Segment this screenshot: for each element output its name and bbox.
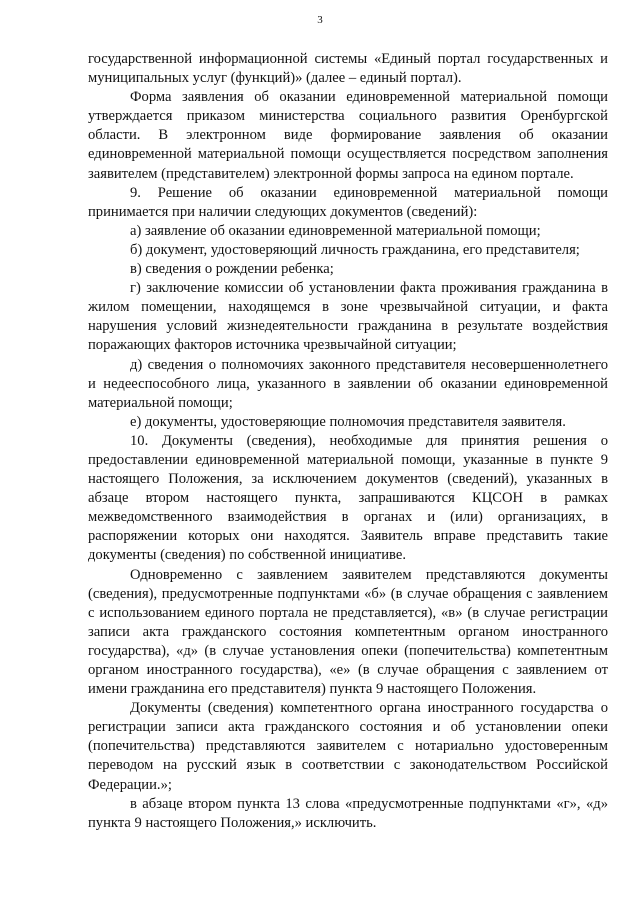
paragraph-1: государственной информационной системы «Единый портал государственных и муниципальных услуг (функций)» (далее – единый портал).	[88, 51, 608, 87]
paragraph-10: 10. Документы (сведения), необходимые для принятия решения о предоставлении единовременной материальной помощи, указанные в пункте 9 настоящего Положения, за исключением документов (сведений), указанных в абзаце втором настоящего пункта, запрашиваются КЦСОН в рамках межведомственного взаимодействия в органах и (или) организациях, в распоряжении которых они находятся. Заявитель вправе представить такие документы (сведения) по собственной инициативе.	[88, 432, 608, 564]
paragraph-12: Документы (сведения) компетентного органа иностранного государства о регистрации записи акта гражданского состояния и об установлении опеки (попечительства) представляются заявителем с нотариально удостоверенным переводом на русский язык в соответствии с законодательством Российской Федерации.»;	[88, 700, 608, 793]
paragraph-9: е) документы, удостоверяющие полномочия представителя заявителя.	[130, 413, 566, 430]
paragraph-8: д) сведения о полномочиях законного представителя несовершеннолетнего и недееспособного лица, указанного в заявлении об оказании единовременной материальной помощи;	[88, 356, 608, 411]
paragraph-2: Форма заявления об оказании единовременной материальной помощи утверждается приказом министерства социального развития Оренбургской области. В электронном виде формирование заявления об оказании единовременной материальной помощи осуществляется посредством заполнения заявителем (представителем) электронной формы запроса на едином портале.	[88, 89, 608, 182]
paragraph-11: Одновременно с заявлением заявителем представляются документы (сведения), предусмотренные подпунктами «б» (в случае обращения с заявлением с использованием единого портала не представляется), «в» (в случае регистрации записи акта гражданского состояния компетентным органом иностранного государства), «д» (в случае установления опеки (попечительства) компетентным органом иностранного государства), «е» (в случае обращения с заявлением от имени гражданина его представителя) пункта 9 настоящего Положения.	[88, 566, 608, 698]
paragraph-6: в) сведения о рождении ребенка;	[130, 261, 334, 278]
paragraph-4: а) заявление об оказании единовременной материальной помощи;	[130, 222, 541, 239]
paragraph-13: в абзаце втором пункта 13 слова «предусмотренные подпунктами «г», «д» пункта 9 настоящего Положения,» исключить.	[88, 795, 608, 831]
page-number: 3	[317, 14, 323, 26]
paragraph-3: 9. Решение об оказании единовременной материальной помощи принимается при наличии следующих документов (сведений):	[88, 184, 608, 220]
paragraph-7: г) заключение комиссии об установлении факта проживания гражданина в жилом помещении, находящемся в зоне чрезвычайной ситуации, и факта нарушения условий жизнедеятельности гражданина в результате воздействия поражающих факторов источника чрезвычайной ситуации;	[88, 280, 608, 354]
document-body	[88, 50, 608, 833]
paragraph-5: б) документ, удостоверяющий личность гражданина, его представителя;	[130, 241, 580, 258]
